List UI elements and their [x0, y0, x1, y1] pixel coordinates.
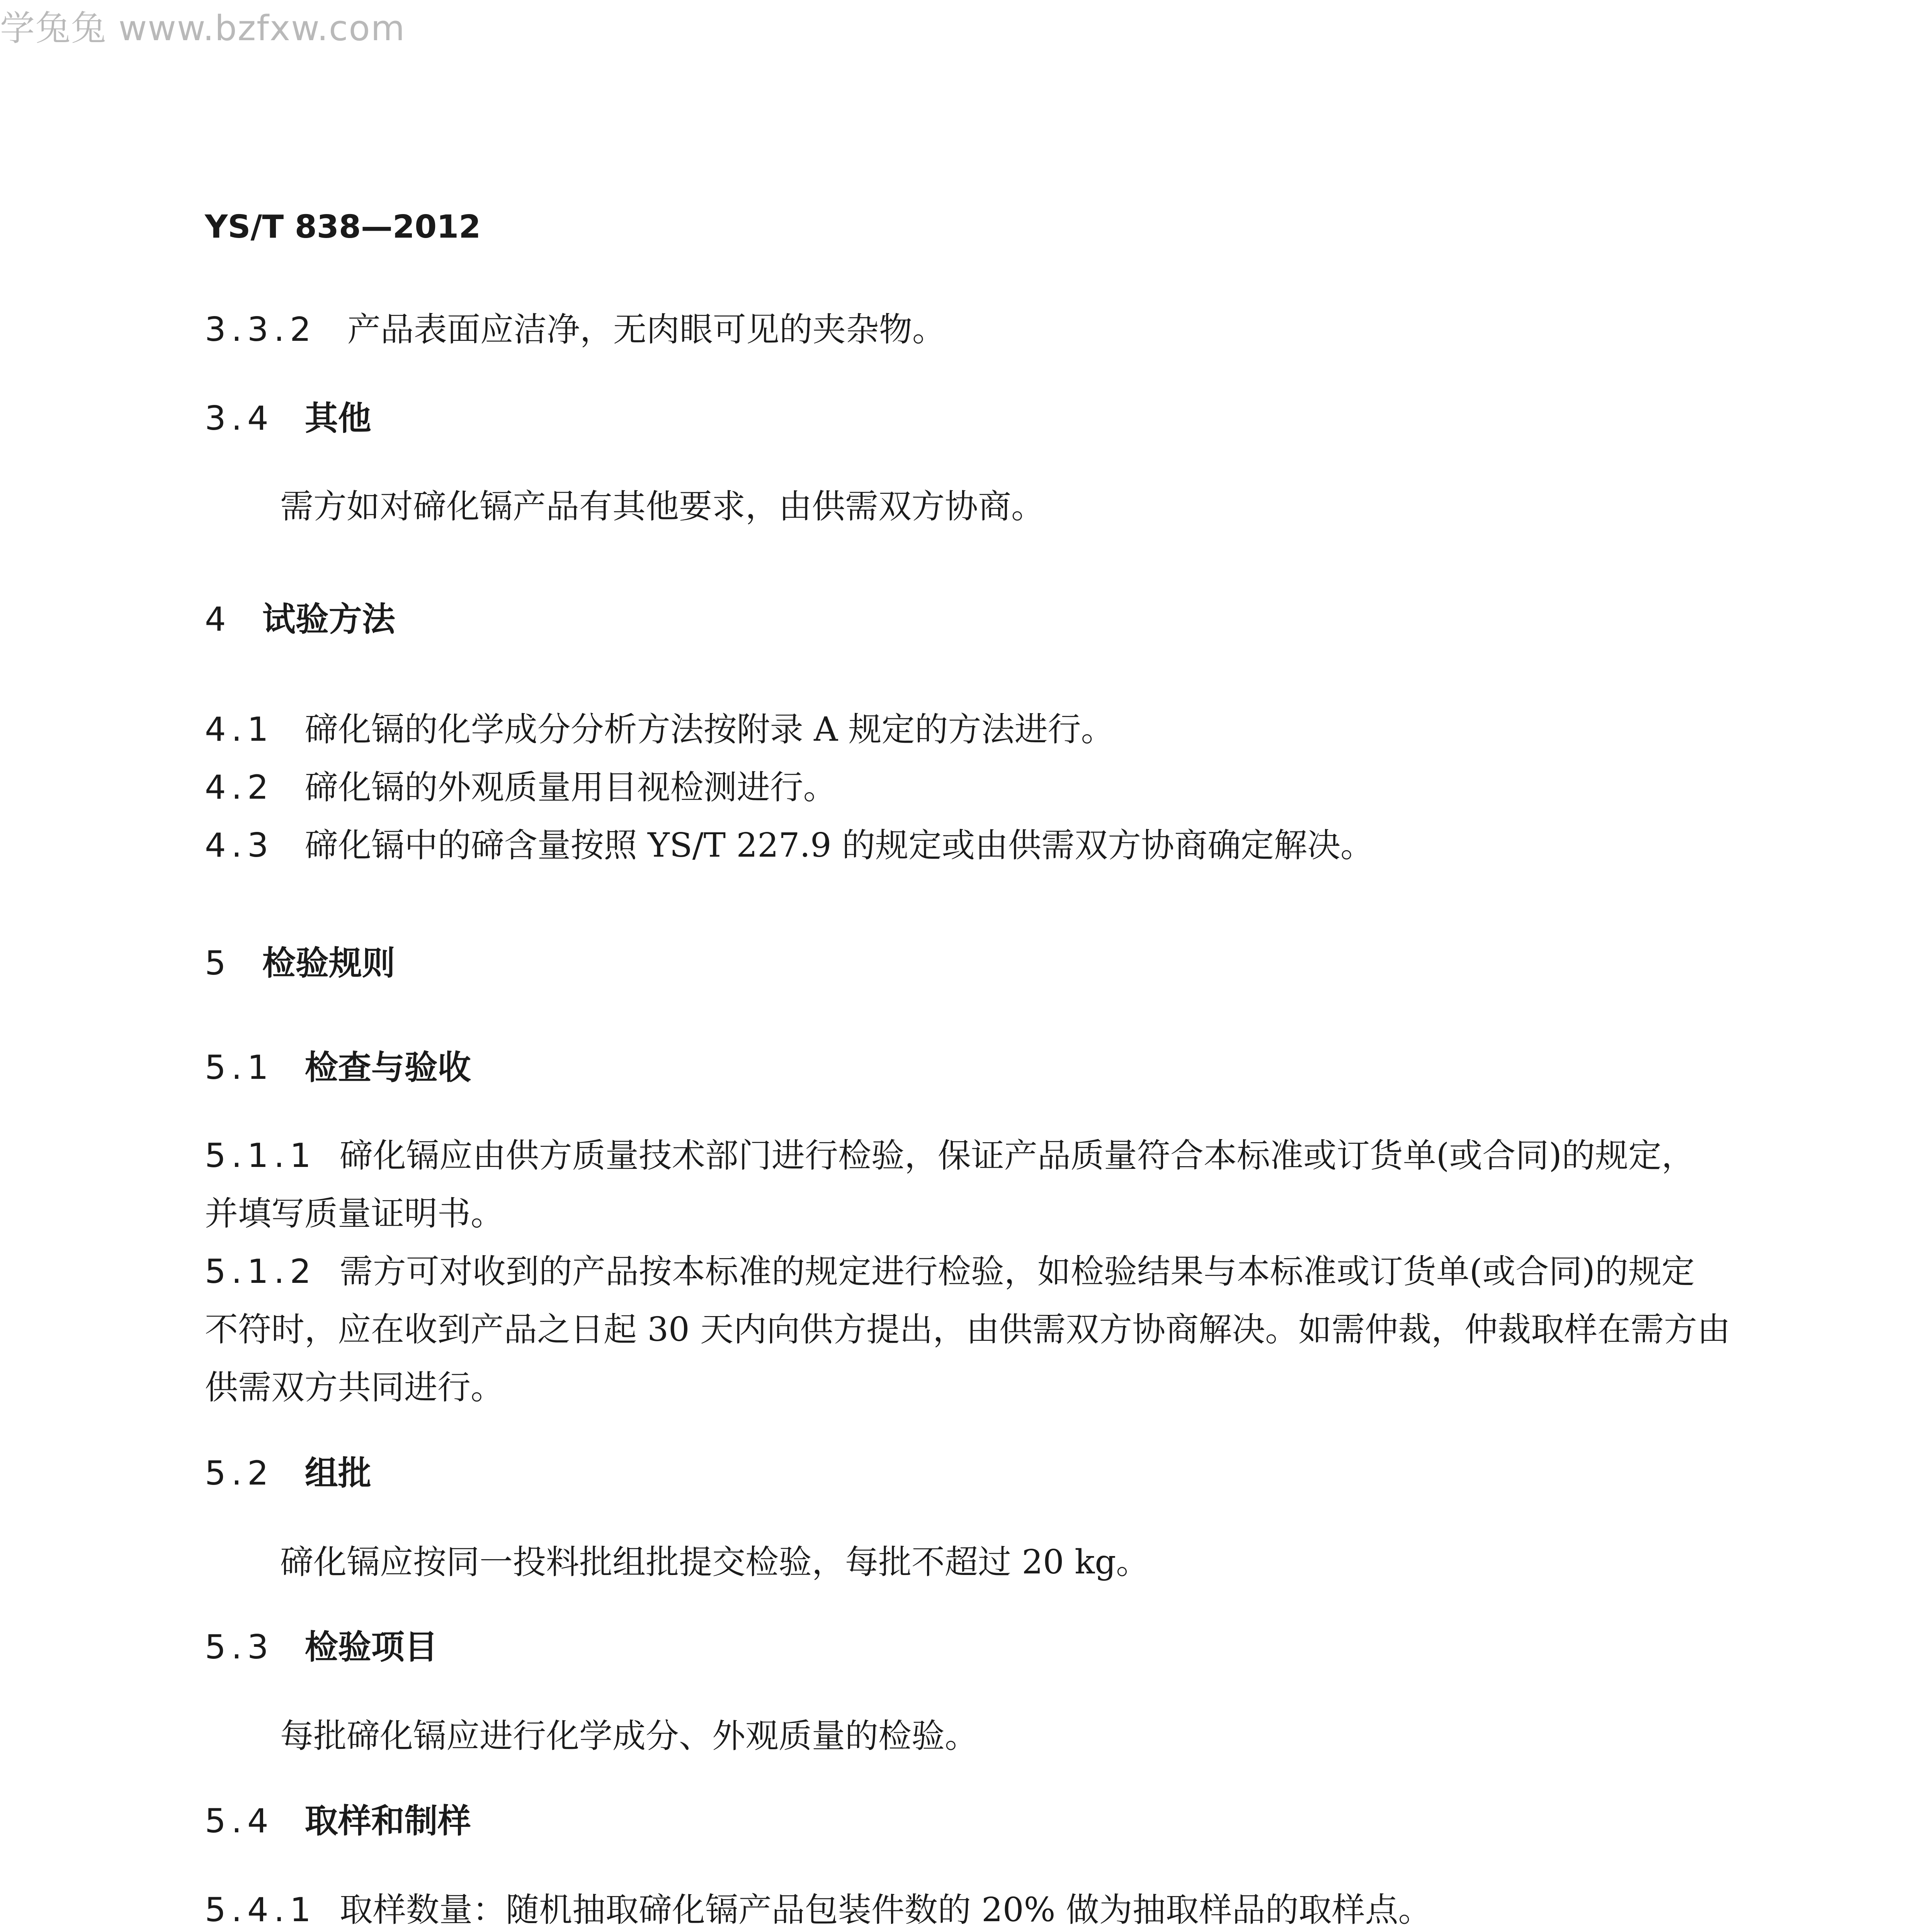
clause-5-1-2-line-1 — [205, 1252, 1695, 1291]
heading-number: 3.4 — [205, 399, 274, 438]
heading-number: 5 — [205, 944, 231, 983]
heading-title: 组批 — [304, 1454, 371, 1493]
clause-text: 产品表面应洁净，无肉眼可见的夹杂物。 — [347, 310, 946, 349]
heading-number: 4 — [205, 600, 231, 639]
clause-4-1 — [205, 710, 1114, 749]
heading-3-4 — [205, 399, 371, 438]
heading-title: 检验项目 — [304, 1628, 438, 1667]
clause-number: 4.1 — [205, 710, 274, 749]
clause-number: 5.4.1 — [205, 1891, 316, 1929]
heading-4 — [205, 600, 395, 639]
paragraph-5-2: 碲化镉应按同一投料批组批提交检验，每批不超过 20 kg。 — [280, 1543, 1150, 1582]
clause-number: 3.3.2 — [205, 310, 316, 349]
clause-5-4-1 — [205, 1893, 1432, 1927]
clause-3-3-2 — [205, 310, 946, 349]
clause-4-2 — [205, 768, 837, 807]
heading-number: 5.4 — [205, 1802, 274, 1840]
clause-number: 4.2 — [205, 768, 274, 807]
clause-text: 碲化镉的化学成分分析方法按附录 A 规定的方法进行。 — [304, 710, 1114, 749]
heading-number: 5.1 — [205, 1048, 274, 1087]
clause-5-1-1-line-1 — [205, 1136, 1695, 1175]
heading-title: 检查与验收 — [304, 1048, 471, 1087]
clause-text: 碲化镉的外观质量用目视检测进行。 — [304, 768, 837, 807]
clause-text: 碲化镉应由供方质量技术部门进行检验，保证产品质量符合本标准或订货单(或合同)的规定， — [339, 1136, 1695, 1175]
clause-number: 5.1.2 — [205, 1252, 316, 1291]
clause-text: 需方可对收到的产品按本标准的规定进行检验，如检验结果与本标准或订货单(或合同)的规定 — [339, 1252, 1695, 1291]
heading-title: 其他 — [304, 399, 371, 438]
document-code: YS/T 838—2012 — [205, 209, 481, 245]
paragraph-3-4: 需方如对碲化镉产品有其他要求，由供需双方协商。 — [280, 487, 1044, 526]
heading-title: 试验方法 — [262, 600, 395, 639]
heading-5-1 — [205, 1048, 471, 1087]
heading-5-2 — [205, 1454, 371, 1493]
clause-number: 5.1.1 — [205, 1136, 316, 1175]
clause-text: 取样数量：随机抽取碲化镉产品包装件数的 20% 做为抽取样品的取样点。 — [339, 1891, 1432, 1929]
heading-title: 取样和制样 — [304, 1802, 471, 1840]
paragraph-5-3: 每批碲化镉应进行化学成分、外观质量的检验。 — [280, 1717, 978, 1755]
heading-5-4 — [205, 1804, 471, 1838]
clause-5-1-2-line-3: 供需双方共同进行。 — [205, 1368, 504, 1407]
heading-5-3 — [205, 1628, 438, 1667]
clause-number: 4.3 — [205, 826, 274, 865]
heading-title: 检验规则 — [262, 944, 395, 983]
clause-4-3 — [205, 826, 1374, 865]
heading-number: 5.2 — [205, 1454, 274, 1493]
heading-number: 5.3 — [205, 1628, 274, 1667]
clause-5-1-2-line-2: 不符时，应在收到产品之日起 30 天内向供方提出，由供需双方协商解决。如需仲裁，仲裁取样在需方由 — [205, 1310, 1731, 1349]
clause-5-1-1-line-2: 并填写质量证明书。 — [205, 1194, 504, 1233]
clause-text: 碲化镉中的碲含量按照 YS/T 227.9 的规定或由供需双方协商确定解决。 — [304, 826, 1374, 865]
watermark: 学兔兔 www.bzfxw.com — [0, 8, 406, 49]
heading-5 — [205, 944, 395, 983]
